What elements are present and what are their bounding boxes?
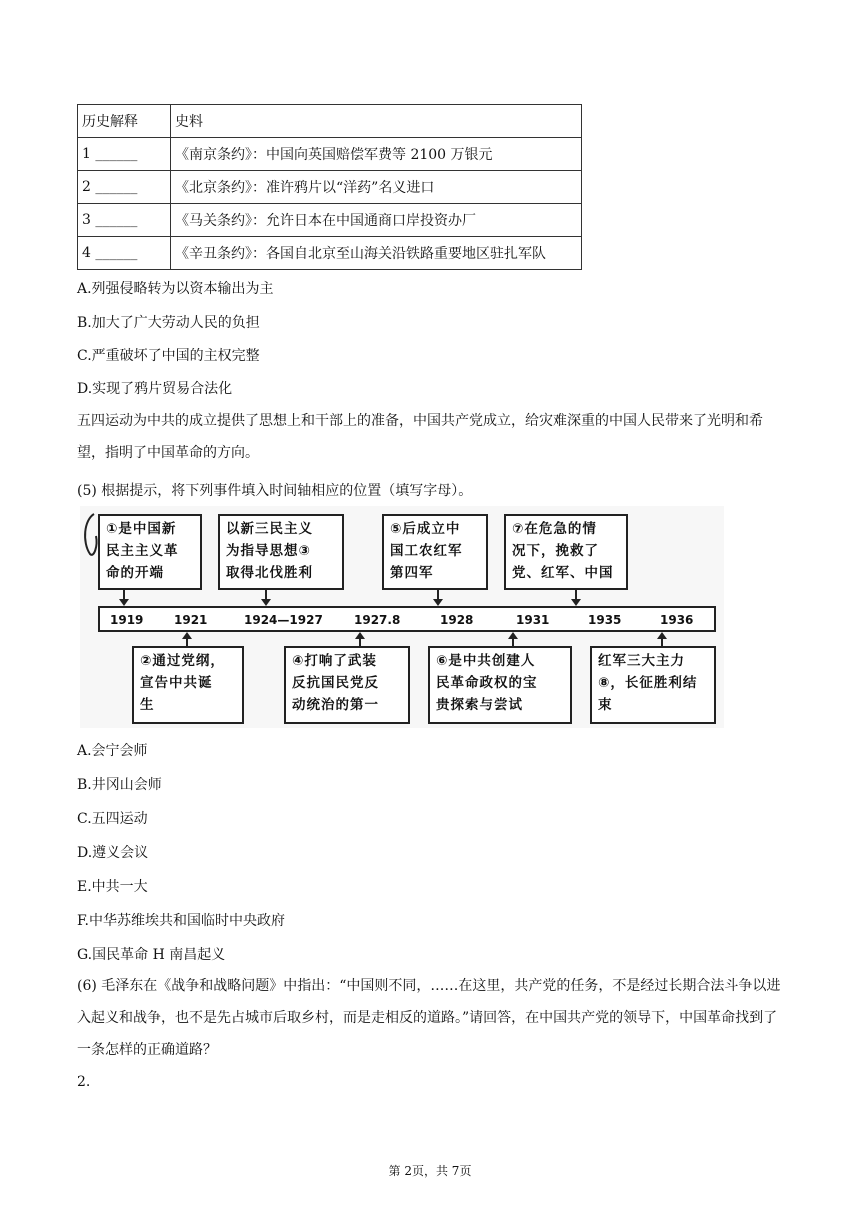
paragraph: 五四运动为中共的成立提供了思想上和干部上的准备，中国共产党成立，给灾难深重的中国人民带来了光明和希望，指明了中国革命的方向。 [77,413,763,461]
box-line: 党、红军、中国 [512,565,614,581]
option-a: A.列强侵略转为以资本输出为主 [77,281,274,297]
box-line: ⑥是中共创建人 [436,653,536,669]
table-row [78,204,582,237]
arrow-head [182,632,192,639]
arrow-head [508,632,518,639]
box-line: 贵探索与尝试 [436,697,523,713]
question-6: (6) 毛泽东在《战争和战略问题》中指出：“中国则不同，……在这里，共产党的任务，不是经过长期合法斗争以进入起义和战争，也不是先占城市后取乡村，而是走相反的道路。”请回答，在中国共产党的领导下，中国革命找到了一条怎样的正确道路？ [77,978,781,1058]
box-line: 民主主义革 [106,543,179,559]
box-line: 动统治的第一 [292,697,379,713]
box-line: 民革命政权的宝 [436,675,538,691]
timeline-year: 1931 [516,613,550,627]
table-row [78,171,582,204]
table-cell-text: 《马关条约》：允许日本在中国通商口岸投资办厂 [171,204,582,237]
table-cell-num: 1 ______ [78,138,171,171]
timeline-year: 1928 [440,613,474,627]
table-cell-text: 《南京条约》：中国向英国赔偿军费等 2100 万银元 [171,138,582,171]
option-d: D.实现了鸦片贸易合法化 [77,381,233,397]
timeline-year: 1927.8 [354,613,401,627]
box-line: ②通过党纲， [140,653,225,669]
option-b: B.加大了广大劳动人民的负担 [77,315,260,331]
table-cell-text: 《北京条约》：准许鸦片以“洋药”名义进口 [171,171,582,204]
source-table [77,104,582,270]
arrow-head [261,599,271,606]
option-f: F.中华苏维埃共和国临时中央政府 [77,913,285,929]
timeline-year: 1919 [110,613,144,627]
timeline-box-top-3 [382,514,488,590]
box-line: 命的开端 [106,565,164,581]
timeline-box-bottom-3 [428,646,572,724]
table-cell-num: 2 ______ [78,171,171,204]
scribble-mark [85,514,96,555]
arrow-head [119,599,129,606]
box-line: 红军三大主力 [598,653,685,669]
table-header-cell: 史料 [171,105,582,138]
box-line: ④打响了武装 [292,653,377,669]
box-line: ⑤后成立中 [390,521,461,537]
table-row [78,138,582,171]
box-line: 国工农红军 [390,543,463,559]
timeline-box-bottom-4 [590,646,716,724]
timeline-year: 1936 [660,613,694,627]
question-5: (5) 根据提示，将下列事件填入时间轴相应的位置（填写字母）。 [77,483,473,499]
item-number: 2. [77,1074,91,1090]
page-footer: 第 2页，共 7页 [388,1164,472,1178]
option-b: B.井冈山会师 [77,777,162,793]
table-cell-num: 4 ______ [78,237,171,270]
timeline-box-top-2 [218,514,344,590]
table-header-row [78,105,582,138]
option-c: C.严重破坏了中国的主权完整 [77,348,260,364]
box-line: ⑧，长征胜利结 [598,675,698,691]
arrow-head [355,632,365,639]
timeline-box-top-1 [98,514,202,590]
arrow-head [571,599,581,606]
table-cell-text: 《辛丑条约》：各国自北京至山海关沿铁路重要地区驻扎军队 [171,237,582,270]
option-e: E.中共一大 [77,879,148,895]
box-line: 第四军 [390,565,434,581]
option-d: D.遵义会议 [77,845,149,861]
option-g: G.国民革命 H 南昌起义 [77,947,226,963]
box-line: ⑦在危急的情 [512,521,597,537]
box-line: 生 [140,697,155,713]
box-line: 为指导思想③ [226,543,311,559]
timeline-box-bottom-2 [284,646,410,724]
option-a: A.会宁会师 [77,743,148,759]
option-c: C.五四运动 [77,811,148,827]
timeline-figure [80,506,724,728]
box-line: 取得北伐胜利 [226,565,313,581]
box-line: 宣告中共诞 [140,675,213,691]
timeline-year: 1924—1927 [244,613,323,627]
box-line: 以新三民主义 [226,521,313,537]
arrow-head [657,632,667,639]
timeline-box-top-4 [504,514,628,590]
box-line: ①是中国新 [106,521,177,537]
table-row [78,237,582,270]
timeline-year: 1935 [588,613,622,627]
arrow-head [433,599,443,606]
box-line: 束 [598,697,613,713]
timeline-year: 1921 [174,613,208,627]
box-line: 反抗国民党反 [292,675,379,691]
table-cell-num: 3 ______ [78,204,171,237]
box-line: 况下，挽救了 [512,543,599,559]
timeline-box-bottom-1 [132,646,244,724]
table-header-cell: 历史解释 [78,105,171,138]
